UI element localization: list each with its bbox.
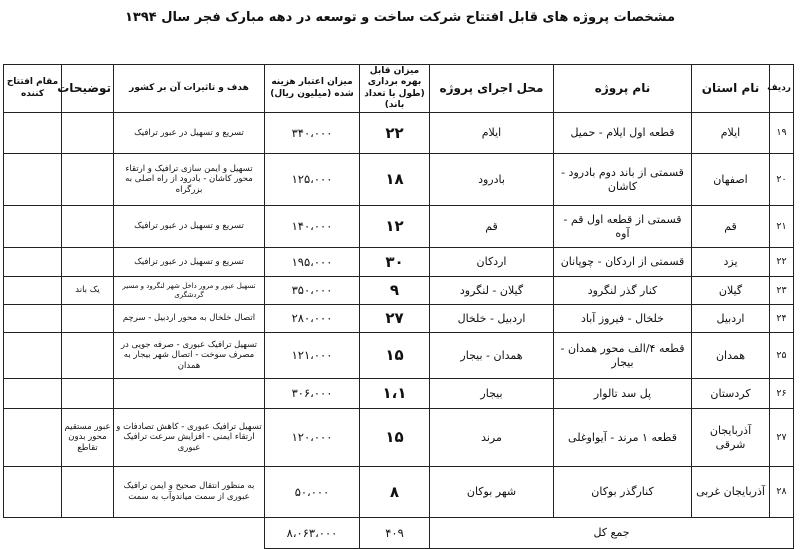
header-credit: میزان اعتبار هزینه شده (میلیون ریال) [265,65,360,113]
cell-length: ۱۵ [360,409,430,467]
cell-location: بیجار [430,379,554,409]
cell-goal: تسریع و تسهیل در عبور ترافیک [114,206,265,248]
total-row [4,518,794,549]
cell-ostan: قم [692,206,770,248]
projects-table [3,64,794,549]
cell-length: ۳۰ [360,248,430,277]
cell-project: قطعه ۴/الف محور همدان - بیجار [554,333,692,379]
cell-notes [62,206,114,248]
header-row [4,65,794,113]
cell-credit: ۱۹۵،۰۰۰ [265,248,360,277]
table-row [4,467,794,518]
blank-cell [62,518,114,549]
cell-credit: ۱۲۵،۰۰۰ [265,154,360,206]
table-row [4,154,794,206]
header-location: محل اجرای پروژه [430,65,554,113]
cell-goal: تسریع و تسهیل در عبور ترافیک [114,113,265,154]
cell-length: ۲۷ [360,305,430,333]
cell-location: بادرود [430,154,554,206]
cell-ostan: ایلام [692,113,770,154]
cell-notes [62,379,114,409]
cell-ostan: گیلان [692,277,770,305]
total-length: ۴۰۹ [360,518,430,549]
table-row [4,206,794,248]
cell-radif: ۲۲ [770,248,794,277]
cell-opener [4,467,62,518]
cell-opener [4,113,62,154]
cell-goal: اتصال خلخال به محور اردبیل - سرچم [114,305,265,333]
cell-radif: ۱۹ [770,113,794,154]
cell-length: ۹ [360,277,430,305]
cell-location: قم [430,206,554,248]
cell-length: ۸ [360,467,430,518]
cell-opener [4,154,62,206]
cell-opener [4,333,62,379]
table-row [4,409,794,467]
cell-opener [4,277,62,305]
total-credit: ۸،۰۶۳،۰۰۰ [265,518,360,549]
table-row [4,379,794,409]
cell-radif: ۲۳ [770,277,794,305]
cell-project: خلخال - فیروز آباد [554,305,692,333]
cell-length: ۱۸ [360,154,430,206]
cell-credit: ۱۲۱،۰۰۰ [265,333,360,379]
cell-ostan: آذربایجان شرقی [692,409,770,467]
cell-notes: یک باند [62,277,114,305]
cell-project: قسمتی از اردکان - چوپانان [554,248,692,277]
total-label: جمع کل [430,518,794,549]
cell-opener [4,248,62,277]
table-row [4,277,794,305]
cell-credit: ۱۲۰،۰۰۰ [265,409,360,467]
cell-opener [4,379,62,409]
cell-notes [62,154,114,206]
cell-ostan: آذربایجان غربی [692,467,770,518]
cell-goal: تسهیل عبور و مرور داخل شهر لنگرود و مسیر گردشگری [114,277,265,305]
cell-notes [62,113,114,154]
cell-location: همدان - بیجار [430,333,554,379]
cell-notes: عبور مستقیم محور بدون تقاطع [62,409,114,467]
table-row [4,248,794,277]
header-project: نام پروژه [554,65,692,113]
cell-radif: ۲۴ [770,305,794,333]
cell-radif: ۲۶ [770,379,794,409]
blank-cell [114,518,265,549]
cell-ostan: کردستان [692,379,770,409]
cell-radif: ۲۰ [770,154,794,206]
cell-radif: ۲۸ [770,467,794,518]
cell-project: قطعه ۱ مرند - آیواوغلی [554,409,692,467]
cell-location: شهر بوکان [430,467,554,518]
cell-project: قسمتی از باند دوم بادرود - کاشان [554,154,692,206]
blank-cell [4,518,62,549]
cell-length: ۱۵ [360,333,430,379]
cell-length: ۲۲ [360,113,430,154]
cell-notes [62,333,114,379]
cell-location: گیلان - لنگرود [430,277,554,305]
cell-ostan: اصفهان [692,154,770,206]
header-notes: توضیحات [62,65,114,113]
cell-goal: تسهیل ترافیک عبوری - صرفه جویی در مصرف سوخت - اتصال شهر بیجار به همدان [114,333,265,379]
cell-credit: ۱۴۰،۰۰۰ [265,206,360,248]
cell-goal: تسهیل و ایمن سازی ترافیک و ارتقاء محور کاشان - بادرود از راه اصلی به بزرگراه [114,154,265,206]
cell-radif: ۲۷ [770,409,794,467]
cell-credit: ۳۵۰،۰۰۰ [265,277,360,305]
header-length: میزان قابل بهره برداری (طول یا تعداد باند) [360,65,430,113]
cell-opener [4,206,62,248]
cell-notes [62,305,114,333]
cell-goal [114,379,265,409]
cell-goal: به منظور انتقال صحیح و ایمن ترافیک عبوری از سمت میاندوآب به سمت [114,467,265,518]
table-row [4,113,794,154]
cell-location: ایلام [430,113,554,154]
cell-credit: ۵۰،۰۰۰ [265,467,360,518]
cell-goal: تسهیل ترافیک عبوری - کاهش تصادفات و ارتقاء ایمنی - افزایش سرعت ترافیک عبوری [114,409,265,467]
cell-goal: تسریع و تسهیل در عبور ترافیک [114,248,265,277]
cell-project: پل سد تالوار [554,379,692,409]
cell-project: قطعه اول ایلام - حمیل [554,113,692,154]
cell-project: کنار گذر لنگرود [554,277,692,305]
cell-length: ۱۲ [360,206,430,248]
cell-notes [62,467,114,518]
cell-credit: ۳۴۰،۰۰۰ [265,113,360,154]
cell-project: قسمتی از قطعه اول قم - آوه [554,206,692,248]
header-opener: مقام افتتاح کننده [4,65,62,113]
cell-ostan: اردبیل [692,305,770,333]
header-ostan: نام استان [692,65,770,113]
cell-ostan: همدان [692,333,770,379]
cell-credit: ۳۰۶،۰۰۰ [265,379,360,409]
cell-radif: ۲۵ [770,333,794,379]
cell-opener [4,305,62,333]
header-radif: ردیف [770,65,794,113]
cell-location: اردکان [430,248,554,277]
table-row [4,305,794,333]
header-goal: هدف و تاثیرات آن بر کشور [114,65,265,113]
table-row [4,333,794,379]
cell-credit: ۲۸۰،۰۰۰ [265,305,360,333]
cell-radif: ۲۱ [770,206,794,248]
cell-opener [4,409,62,467]
cell-length: ۱،۱ [360,379,430,409]
cell-location: مرند [430,409,554,467]
cell-notes [62,248,114,277]
page-title: مشخصات پروژه های قابل افتتاح شرکت ساخت و توسعه در دهه مبارک فجر سال ۱۳۹۴ [124,10,676,25]
cell-ostan: یزد [692,248,770,277]
cell-project: کنارگذر بوکان [554,467,692,518]
cell-location: اردبیل - خلخال [430,305,554,333]
